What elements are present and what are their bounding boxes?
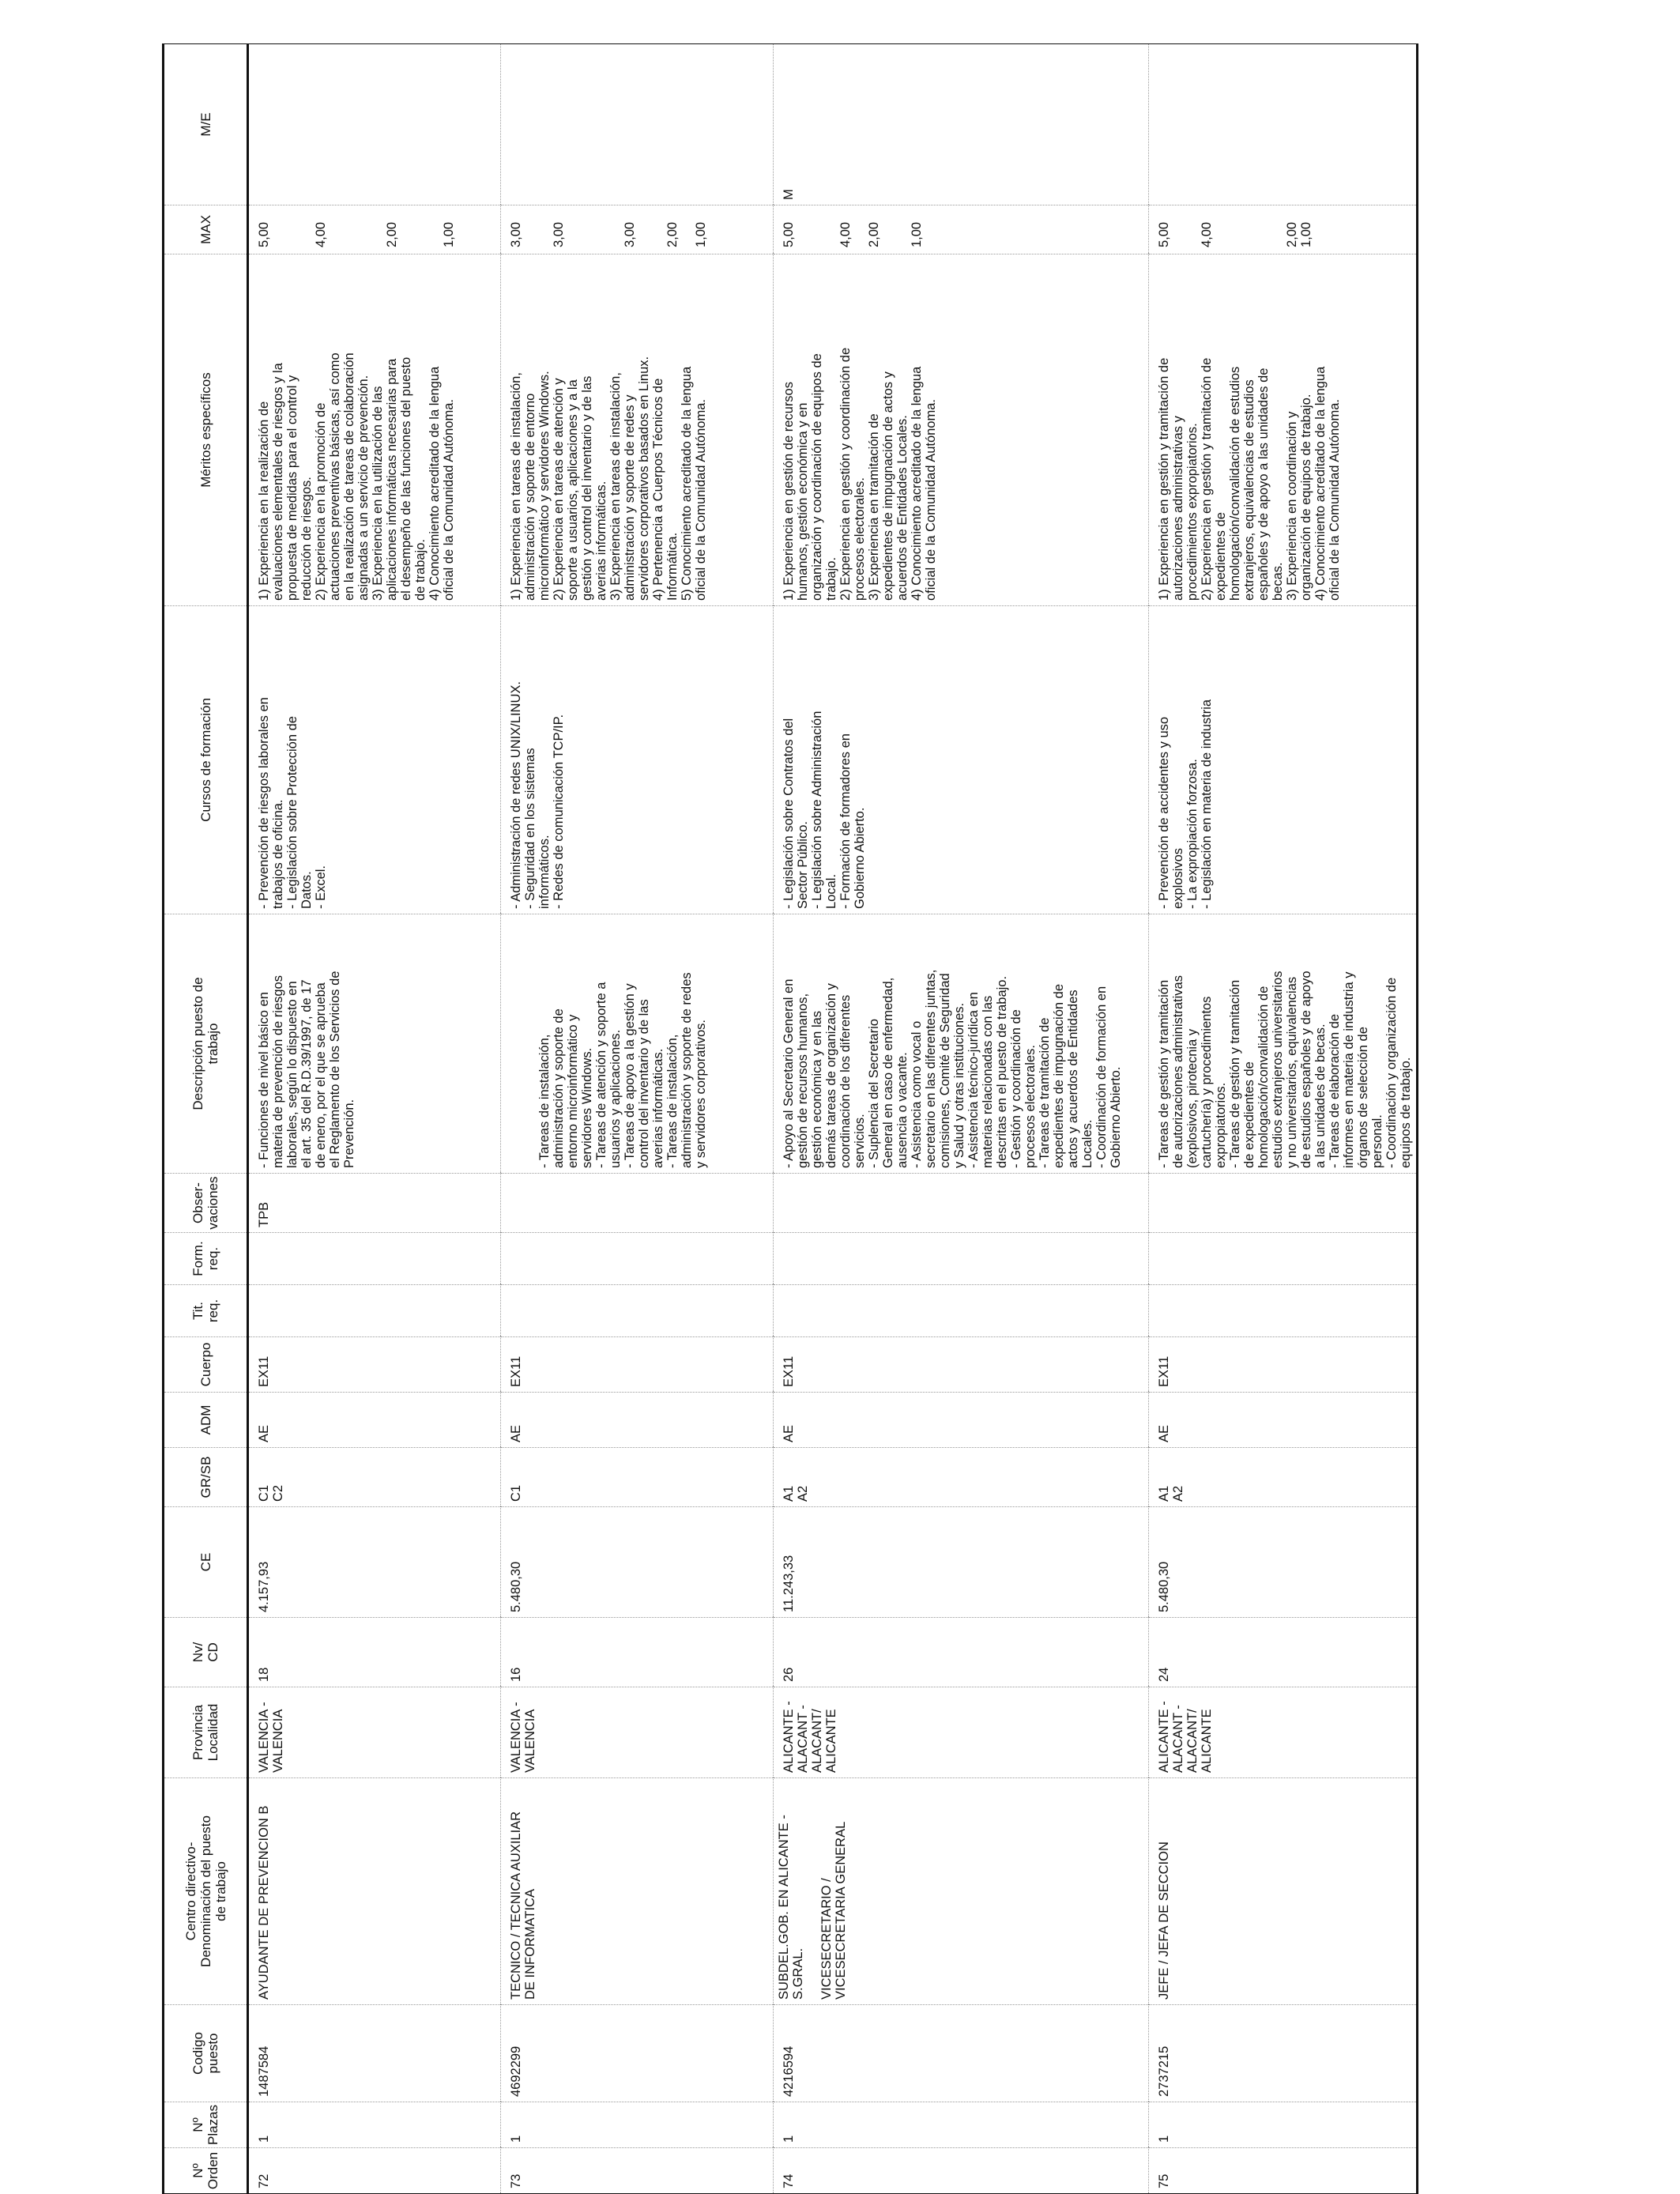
- cell-orden: 72: [248, 2148, 501, 2194]
- cell-plazas: 1: [501, 2102, 774, 2148]
- header-provincia: Provincia Localidad: [164, 1687, 248, 1778]
- header-form: Form. req.: [164, 1233, 248, 1285]
- cell-obs: [501, 1174, 774, 1233]
- header-orden: Nº Orden: [164, 2148, 248, 2194]
- cell-cursos: - Administración de redes UNIX/LINUX. - Seguridad en los sistemas informáticos. - Redes de comunicación TCP/IP.: [501, 606, 774, 914]
- max-value: 4,00: [838, 221, 853, 247]
- max-value: 3,00: [509, 221, 523, 247]
- cell-plazas: 1: [248, 2102, 501, 2148]
- cell-provincia: ALICANTE - ALACANT - ALACANT/ ALICANTE: [774, 1687, 1149, 1778]
- cell-desc: - Funciones de nivel básico en materia de prevención de riesgos laborales, según lo dispuesto en el art. 35 del R.D.39/1997, de 17 de enero, por el que se aprueba el Reglamento de los Servicios de Prevención.: [248, 914, 501, 1174]
- cell-desc: - Tareas de instalación, administración y soporte de entorno microinformático y servidores Windows. - Tareas de atención y soporte a usuarios y aplicaciones. - Tareas de apoyo a la gestión y control del inventario y de las averias informáticas. - Tareas de instalación, administración y soporte de redes y servidores corporativos.: [501, 914, 774, 1174]
- cell-orden: 73: [501, 2148, 774, 2194]
- header-grsb: GR/SB: [164, 1448, 248, 1507]
- header-max: MAX: [164, 205, 248, 254]
- cell-adm: AE: [501, 1393, 774, 1448]
- header-row: [164, 44, 248, 2194]
- header-nv: Nv/ CD: [164, 1618, 248, 1687]
- cell-max: [774, 205, 1149, 254]
- cell-provincia: VALENCIA - VALENCIA: [248, 1687, 501, 1778]
- cell-me: [501, 44, 774, 205]
- max-value: 5,00: [782, 221, 796, 247]
- header-me: M/E: [164, 44, 248, 205]
- cell-cuerpo: EX11: [1149, 1337, 1418, 1393]
- cell-form: [774, 1233, 1149, 1285]
- rotated-table-sheet: [162, 60, 1413, 2194]
- max-value: 2,00: [385, 221, 399, 247]
- cell-form: [1149, 1233, 1418, 1285]
- cell-grsb: C1: [501, 1448, 774, 1507]
- cell-ce: 5.480,30: [501, 1507, 774, 1618]
- cell-cuerpo: EX11: [501, 1337, 774, 1393]
- cell-grsb: A1 A2: [774, 1448, 1149, 1507]
- cell-obs: [774, 1174, 1149, 1233]
- cell-adm: AE: [774, 1393, 1149, 1448]
- cell-centro: AYUDANTE DE PREVENCION B: [248, 1778, 501, 2005]
- cell-me: [1149, 44, 1418, 205]
- max-value: 5,00: [257, 221, 271, 247]
- cell-adm: AE: [1149, 1393, 1418, 1448]
- cell-grsb: C1 C2: [248, 1448, 501, 1507]
- header-ce: CE: [164, 1507, 248, 1618]
- cell-meritos: 1) Experiencia en tareas de instalación, administración y soporte de entorno microinformático y servidores Windows. 2) Experiencia en tareas de atención y soporte a usuarios, aplicaciones y a la gestión y control del inventario y de las averias informáticas. 3) Experiencia en tareas de instalación, administración y soporte de redes y servidores corporativos basados en Linux. 4) Pertenencia a Cuerpos Técnicos de Informática. 5) Conocimiento acreditado de la lengua oficial de la Comunidad Autónoma.: [501, 254, 774, 606]
- centro-directivo: SUBDEL.GOB. EN ALICANTE - S.GRAL.: [777, 1815, 805, 2000]
- vacancy-table: [162, 43, 1418, 2194]
- header-cursos: Cursos de formación: [164, 606, 248, 914]
- cell-codigo: 1487584: [248, 2005, 501, 2102]
- cell-adm: AE: [248, 1393, 501, 1448]
- cell-cuerpo: EX11: [248, 1337, 501, 1393]
- cell-codigo: 4216594: [774, 2005, 1149, 2102]
- cell-cursos: - Prevención de accidentes y uso explosivos - La expropiación forzosa. - Legislación en materia de industria: [1149, 606, 1418, 914]
- cell-tit: [1149, 1285, 1418, 1337]
- cell-nv: 16: [501, 1618, 774, 1687]
- cell-ce: 11.243,33: [774, 1507, 1149, 1618]
- cell-centro: [774, 1778, 1149, 2005]
- cell-nv: 18: [248, 1618, 501, 1687]
- cell-max: [248, 205, 501, 254]
- cell-plazas: 1: [1149, 2102, 1418, 2148]
- cell-desc: - Tareas de gestión y tramitación de autorizaciones administrativas (explosivos, pirotecnia y cartuchería) y procedimientos expropiatorios. - Tareas de gestión y tramitación de expedientes de homologación/convalidación de estudios extranjeros universitarios y no universitarios, equivalencias de estudios españoles y de apoyo a las unidades de becas. - Tareas de elaboración de informes en materia de industria y órganos de selección de personal. - Coordinación y organización de equipos de trabajo.: [1149, 914, 1418, 1174]
- cell-form: [248, 1233, 501, 1285]
- cell-orden: 75: [1149, 2148, 1418, 2194]
- max-value: 2,00: [1285, 221, 1299, 247]
- cell-nv: 24: [1149, 1618, 1418, 1687]
- cell-tit: [774, 1285, 1149, 1337]
- table-row: [1149, 44, 1418, 2194]
- cell-orden: 74: [774, 2148, 1149, 2194]
- cell-cursos: - Legislación sobre Contratos del Sector Público. - Legislación sobre Administración Local. - Formación de formadores en Gobierno Abierto.: [774, 606, 1149, 914]
- max-value: 1,00: [910, 221, 924, 247]
- cell-meritos: 1) Experiencia en gestión de recursos humanos, gestión económica y en organización y coordinación de equipos de trabajo. 2) Experiencia en gestión y coordinación de procesos electorales. 3) Experiencia en tramitación de expedientes de impugnación de actos y acuerdos de Entidades Locales. 4) Conocimiento acreditado de la lengua oficial de la Comunidad Autónoma.: [774, 254, 1149, 606]
- header-tit: Tit. req.: [164, 1285, 248, 1337]
- cell-centro: TECNICO / TECNICA AUXILIAR DE INFORMATICA: [501, 1778, 774, 2005]
- header-desc: Descripción puesto de trabajo: [164, 914, 248, 1174]
- cell-plazas: 1: [774, 2102, 1149, 2148]
- cell-ce: 4.157,93: [248, 1507, 501, 1618]
- max-value: 3,00: [623, 221, 637, 247]
- cell-provincia: VALENCIA - VALENCIA: [501, 1687, 774, 1778]
- max-value: 1,00: [442, 221, 456, 247]
- cell-meritos: 1) Experiencia en la realización de evaluaciones elementales de riesgos y la propuesta de medidas para el control y reducción de riesgos. 2) Experiencia en la promoción de actuaciones preventivas básicas, así como en la realización de tareas de colaboración asignadas a un servicio de prevención. 3) Experiencia en la utilización de las aplicaciones informáticas necesarias para el desempeño de las funciones del puesto de trabajo. 4) Conocimiento acreditado de la lengua oficial de la Comunidad Autónoma.: [248, 254, 501, 606]
- cell-me: [248, 44, 501, 205]
- cell-codigo: 4692299: [501, 2005, 774, 2102]
- max-value: 2,00: [665, 221, 680, 247]
- table-row: [774, 44, 1149, 2194]
- header-adm: ADM: [164, 1393, 248, 1448]
- cell-nv: 26: [774, 1618, 1149, 1687]
- max-value: 3,00: [552, 221, 566, 247]
- cell-max: [1149, 205, 1418, 254]
- cell-tit: [501, 1285, 774, 1337]
- centro-puesto: VICESECRETARIO / VICESECRETARIA GENERAL: [819, 1821, 848, 2000]
- max-value: 1,00: [694, 221, 708, 247]
- cell-form: [501, 1233, 774, 1285]
- cell-me: M: [774, 44, 1149, 205]
- max-value: 4,00: [1200, 221, 1214, 247]
- cell-obs: [1149, 1174, 1418, 1233]
- cell-ce: 5.480,30: [1149, 1507, 1418, 1618]
- max-value: 2,00: [867, 221, 881, 247]
- cell-meritos: 1) Experiencia en gestión y tramitación de autorizaciones administrativas y procedimientos expropiatorios. 2) Experiencia en gestión y tramitación de expedientes de homologación/convalidación de estudios extranjeros, equivalencias de estudios españoles y de apoyo a las unidades de becas. 3) Experiencia en coordinación y organización de equipos de trabajo. 4) Conocimiento acreditado de la lengua oficial de la Comunidad Autónoma.: [1149, 254, 1418, 606]
- cell-tit: [248, 1285, 501, 1337]
- header-meritos: Méritos específicos: [164, 254, 248, 606]
- max-value: 5,00: [1157, 221, 1171, 247]
- header-plazas: Nº Plazas: [164, 2102, 248, 2148]
- cell-max: [501, 205, 774, 254]
- max-value: 1,00: [1299, 221, 1313, 247]
- header-obs: Obser- vaciones: [164, 1174, 248, 1233]
- max-value: 4,00: [314, 221, 328, 247]
- cell-provincia: ALICANTE - ALACANT - ALACANT/ ALICANTE: [1149, 1687, 1418, 1778]
- cell-cuerpo: EX11: [774, 1337, 1149, 1393]
- header-cuerpo: Cuerpo: [164, 1337, 248, 1393]
- header-centro: Centro directivo- Denominación del puesto de trabajo: [164, 1778, 248, 2005]
- cell-desc: - Apoyo al Secretario General en gestión de recursos humanos, gestión económica y en las demás tareas de organización y coordinación de los diferentes servicios. - Suplencia del Secretario General en caso de enfermedad, ausencia o vacante. - Asistencia como vocal o secretario en las diferentes juntas, comisiones, Comité de Seguridad y Salud y otras instituciones. - Asistencia técnico-jurídica en materias relacionadas con las descritas en el puesto de trabajo. - Gestión y coordinación de procesos electorales. - Tareas de tramitación de expedientes de impugnación de actos y acuerdos de Entidades Locales. - Coordinación de formación en Gobierno Abierto.: [774, 914, 1149, 1174]
- cell-codigo: 2737215: [1149, 2005, 1418, 2102]
- table-row: [501, 44, 774, 2194]
- cell-grsb: A1 A2: [1149, 1448, 1418, 1507]
- table-row: [248, 44, 501, 2194]
- cell-cursos: - Prevención de riesgos laborales en trabajos de oficina. - Legislación sobre Protección de Datos. - Excel.: [248, 606, 501, 914]
- cell-obs: TPB: [248, 1174, 501, 1233]
- cell-centro: JEFE / JEFA DE SECCION: [1149, 1778, 1418, 2005]
- header-codigo: Codigo puesto: [164, 2005, 248, 2102]
